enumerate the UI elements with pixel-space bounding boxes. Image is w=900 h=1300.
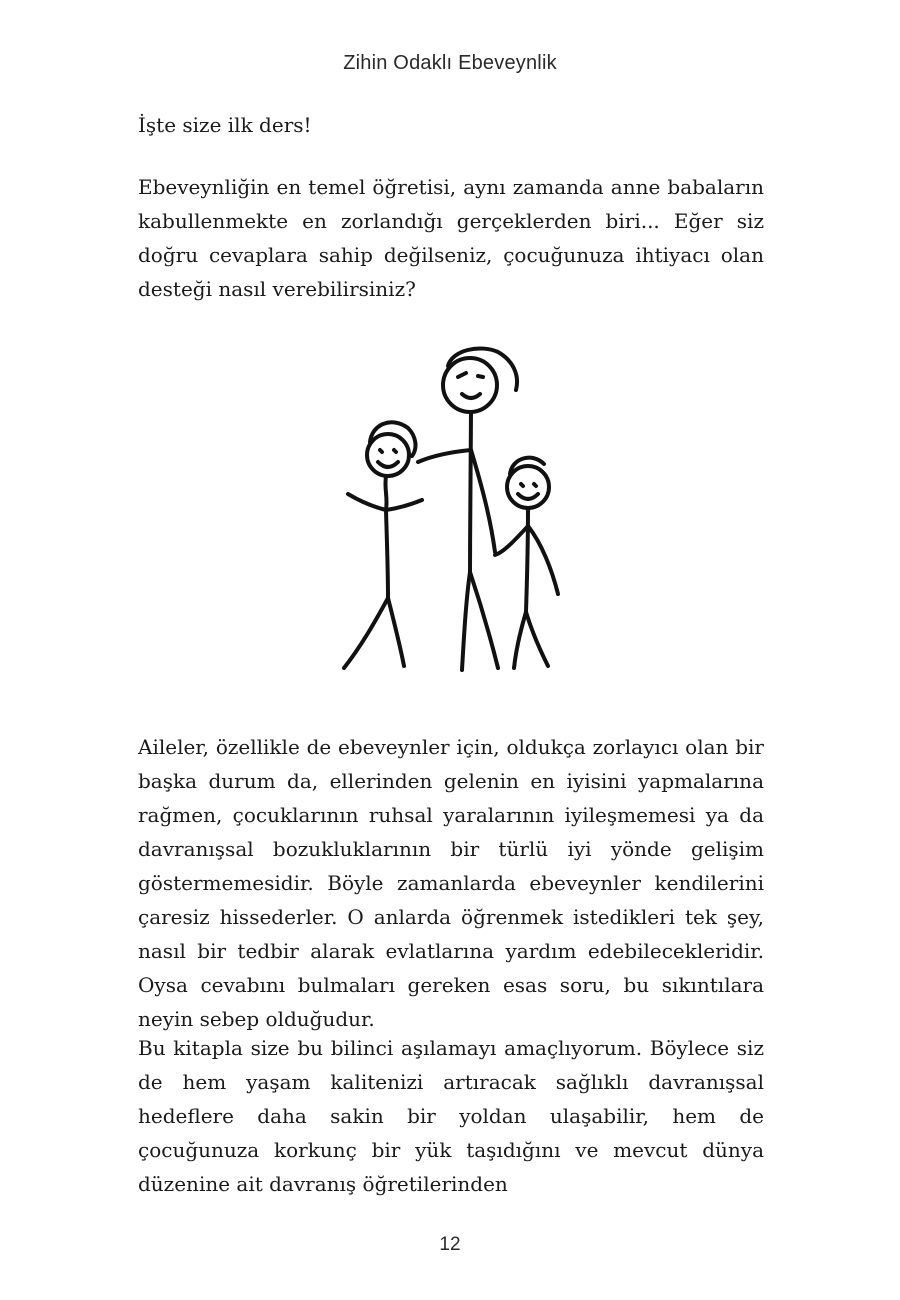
paragraph-intro: Ebeveynliğin en temel öğretisi, aynı zamanda anne babaların kabullenmekte en zorlandığı gerçeklerden biri... Eğer siz doğru cevaplara sahip değilseniz, çocuğunuza ihtiyacı olan desteği nasıl verebilirsiniz? <box>138 175 764 301</box>
paragraph-lesson: İşte size ilk ders! <box>138 113 312 137</box>
page-number: 12 <box>439 1234 461 1255</box>
right-child-figure <box>495 458 558 668</box>
paragraph-book-purpose: Bu kitapla size bu bilinci aşılamayı amaçlıyorum. Böylece siz de hem yaşam kalitenizi artıracak sağlıklı davranışsal hedeflere daha sakin bir yoldan ulaşabilir, hem de çocuğunuza korkunç bir yük taşıdığını ve mevcut dünya düzenine ait davranış öğretilerinden <box>138 1036 764 1196</box>
stick-figure-family-icon <box>330 340 570 680</box>
running-header: Zihin Odaklı Ebeveynlik <box>343 52 557 74</box>
left-child-figure <box>344 422 422 668</box>
adult-figure <box>418 348 517 670</box>
paragraph-families: Aileler, özellikle de ebeveynler için, oldukça zorlayıcı olan bir başka durum da, ellerinden gelenin en iyisini yapmalarına rağmen, çocuklarının ruhsal yaralarının iyileşmemesi ya da davranışsal bozukluklarının bir türlü iyi yönde gelişim göstermemesidir. Böyle zamanlarda ebeveynler kendilerini çaresiz hissederler. O anlarda öğrenmek istedikleri tek şey, nasıl bir tedbir alarak evlatlarına yardım edebilecekleridir. Oysa cevabını bulmaları gereken esas soru, bu sıkıntılara neyin sebep olduğudur. <box>138 735 764 1031</box>
